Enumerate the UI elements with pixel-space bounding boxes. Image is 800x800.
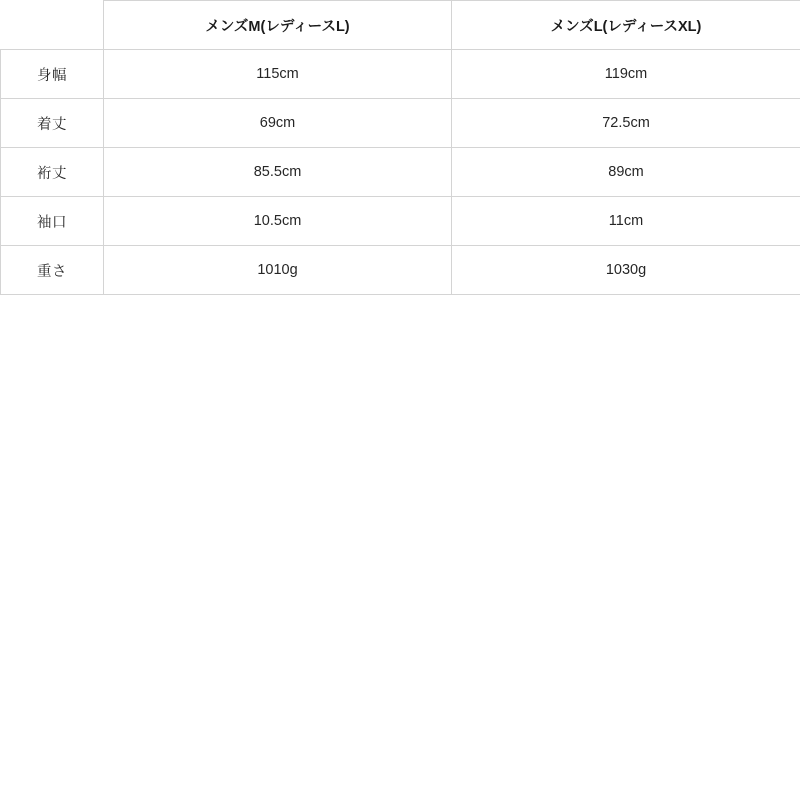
cell-value: 85.5cm [104, 148, 452, 197]
table-row [1, 50, 800, 99]
cell-value: 72.5cm [452, 99, 800, 148]
cell-value: 89cm [452, 148, 800, 197]
cell-value: 11cm [452, 197, 800, 246]
column-header-mens-l: メンズL(レディースXL) [452, 1, 800, 50]
size-table [0, 0, 800, 295]
cell-value: 119cm [452, 50, 800, 99]
table-row [1, 148, 800, 197]
cell-value: 1030g [452, 246, 800, 295]
table-row [1, 99, 800, 148]
row-label: 着丈 [1, 99, 104, 148]
cell-value: 69cm [104, 99, 452, 148]
table-header [1, 1, 800, 50]
cell-value: 115cm [104, 50, 452, 99]
row-label: 裄丈 [1, 148, 104, 197]
table-row [1, 197, 800, 246]
column-header-mens-m: メンズM(レディースL) [104, 1, 452, 50]
table-header-row [1, 1, 800, 50]
row-label: 重さ [1, 246, 104, 295]
row-label: 身幅 [1, 50, 104, 99]
cell-value: 1010g [104, 246, 452, 295]
row-label: 袖口 [1, 197, 104, 246]
table-body [1, 50, 800, 295]
table-corner-cell [1, 1, 104, 50]
table-row [1, 246, 800, 295]
cell-value: 10.5cm [104, 197, 452, 246]
